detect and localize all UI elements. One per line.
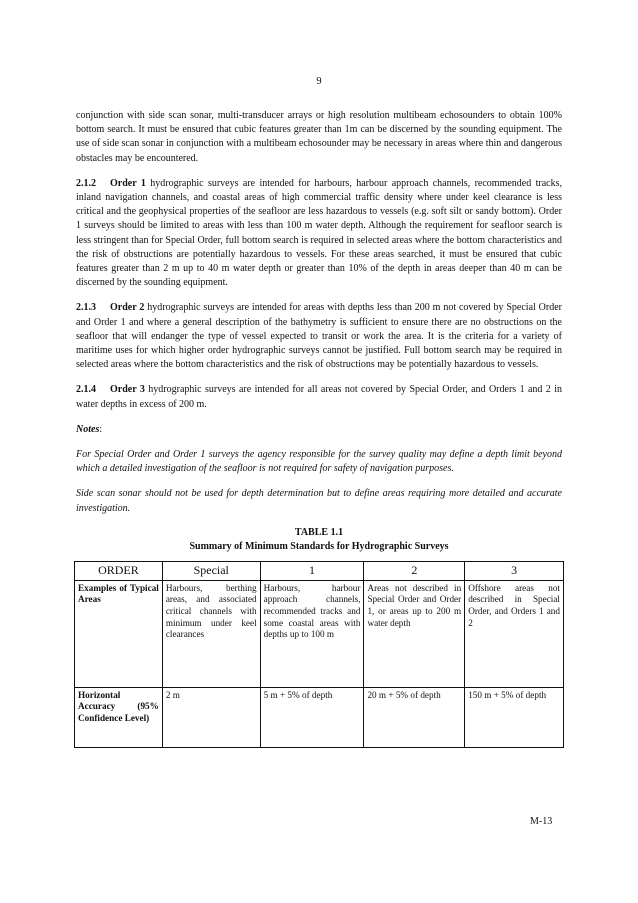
table-label: TABLE 1.1	[294, 526, 344, 538]
header-order-3: 3	[465, 561, 564, 580]
table-cell: 20 m + 5% of depth	[364, 687, 465, 747]
header-order: ORDER	[75, 561, 163, 580]
section-number: 2.1.3	[76, 302, 96, 314]
note-2: Side scan sonar should not be used for depth determination but to define areas requiring more detailed and accurate investigation.	[76, 488, 562, 514]
table-row	[75, 687, 564, 747]
section-2-1-2	[76, 177, 562, 291]
standards-table	[74, 561, 564, 748]
section-text: hydrographic surveys are intended for all areas not covered by Special Order, and Orders 1 and 2 in water depths in excess of 200 m.	[76, 384, 562, 410]
table-cell: Offshore areas not described in Special Order, and Orders 1 and 2	[465, 580, 564, 687]
section-text: hydrographic surveys are intended for areas with depths less than 200 m not covered by Special Order and Order 1 and where a general description of the bathymetry is sufficient to ensure there are no obstructions on the seafloor that will endanger the type of vessel expected to transit or work the area. It is the criteria for a variety of maritime uses for which higher order hydrographic surveys cannot be justified. Full bottom search may be required in selected areas where the bottom characteristics and the risk of obstructions may be potentially hazardous to vessels.	[76, 302, 562, 371]
section-title: Order 1	[110, 177, 146, 189]
section-text: hydrographic surveys are intended for harbours, harbour approach channels, recommended tracks, inland navigation channels, and coastal areas of high commercial traffic density where under keel clearance is less critical and the geophysical properties of the seafloor are less hazardous to vessels (e.g. soft silt or sandy bottom). Order 1 surveys should be limited to areas with less than 100 m water depth. Although the requirement for seafloor search is less stringent than for Special Order, full bottom search is required in selected areas where the bottom characteristics and the risk of obstructions are potentially hazardous to vessels. For these areas searched, it must be ensured that cubic features greater than 2 m up to 40 m water depth or greater than 10% of the depth in areas deeper than 40 m can be discerned by the sounding equipment.	[76, 177, 562, 289]
table-cell: 150 m + 5% of depth	[465, 687, 564, 747]
intro-paragraph: conjunction with side scan sonar, multi-transducer arrays or high resolution multibeam echosounders to obtain 100% bottom search. It must be ensured that cubic features greater than 1m can be discerned by the sounding equipment. The use of side scan sonar in conjunction with a multibeam echosounder may be necessary in areas where thin and dangerous obstacles may be encountered.	[76, 110, 562, 164]
document-body	[76, 109, 562, 748]
table-cell: Harbours, harbour approach channels, recommended tracks and some coastal areas with depths up to 100 m	[260, 580, 364, 687]
section-title: Order 3	[110, 384, 145, 396]
note-1: For Special Order and Order 1 surveys the agency responsible for the survey quality may define a depth limit beyond which a detailed investigation of the seafloor is not required for safety of navigation purposes.	[76, 449, 562, 475]
header-order-1: 1	[260, 561, 364, 580]
row-label: Horizontal Accuracy (95% Confidence Level)	[75, 687, 163, 747]
header-special: Special	[162, 561, 260, 580]
header-order-2: 2	[364, 561, 465, 580]
footer-page-number: M-13	[530, 816, 553, 827]
table-header-row	[75, 561, 564, 580]
section-2-1-4	[76, 383, 562, 411]
section-title: Order 2	[110, 302, 145, 314]
row-label: Examples of Typical Areas	[75, 580, 163, 687]
section-number: 2.1.2	[76, 177, 96, 189]
section-2-1-3	[76, 301, 562, 372]
table-title: Summary of Minimum Standards for Hydrographic Surveys	[189, 540, 449, 552]
page-number: 9	[316, 76, 322, 87]
notes-title: Notes	[76, 423, 100, 435]
notes-heading	[76, 423, 562, 437]
section-number: 2.1.4	[76, 384, 96, 396]
table-cell: 2 m	[162, 687, 260, 747]
table-cell: 5 m + 5% of depth	[260, 687, 364, 747]
table-row	[75, 580, 564, 687]
notes-colon: :	[99, 423, 103, 435]
table-cell: Areas not described in Special Order and Order 1, or areas up to 200 m water depth	[364, 580, 465, 687]
table-cell: Harbours, berthing areas, and associated critical channels with minimum under keel clearances	[162, 580, 260, 687]
table-caption	[76, 526, 562, 554]
